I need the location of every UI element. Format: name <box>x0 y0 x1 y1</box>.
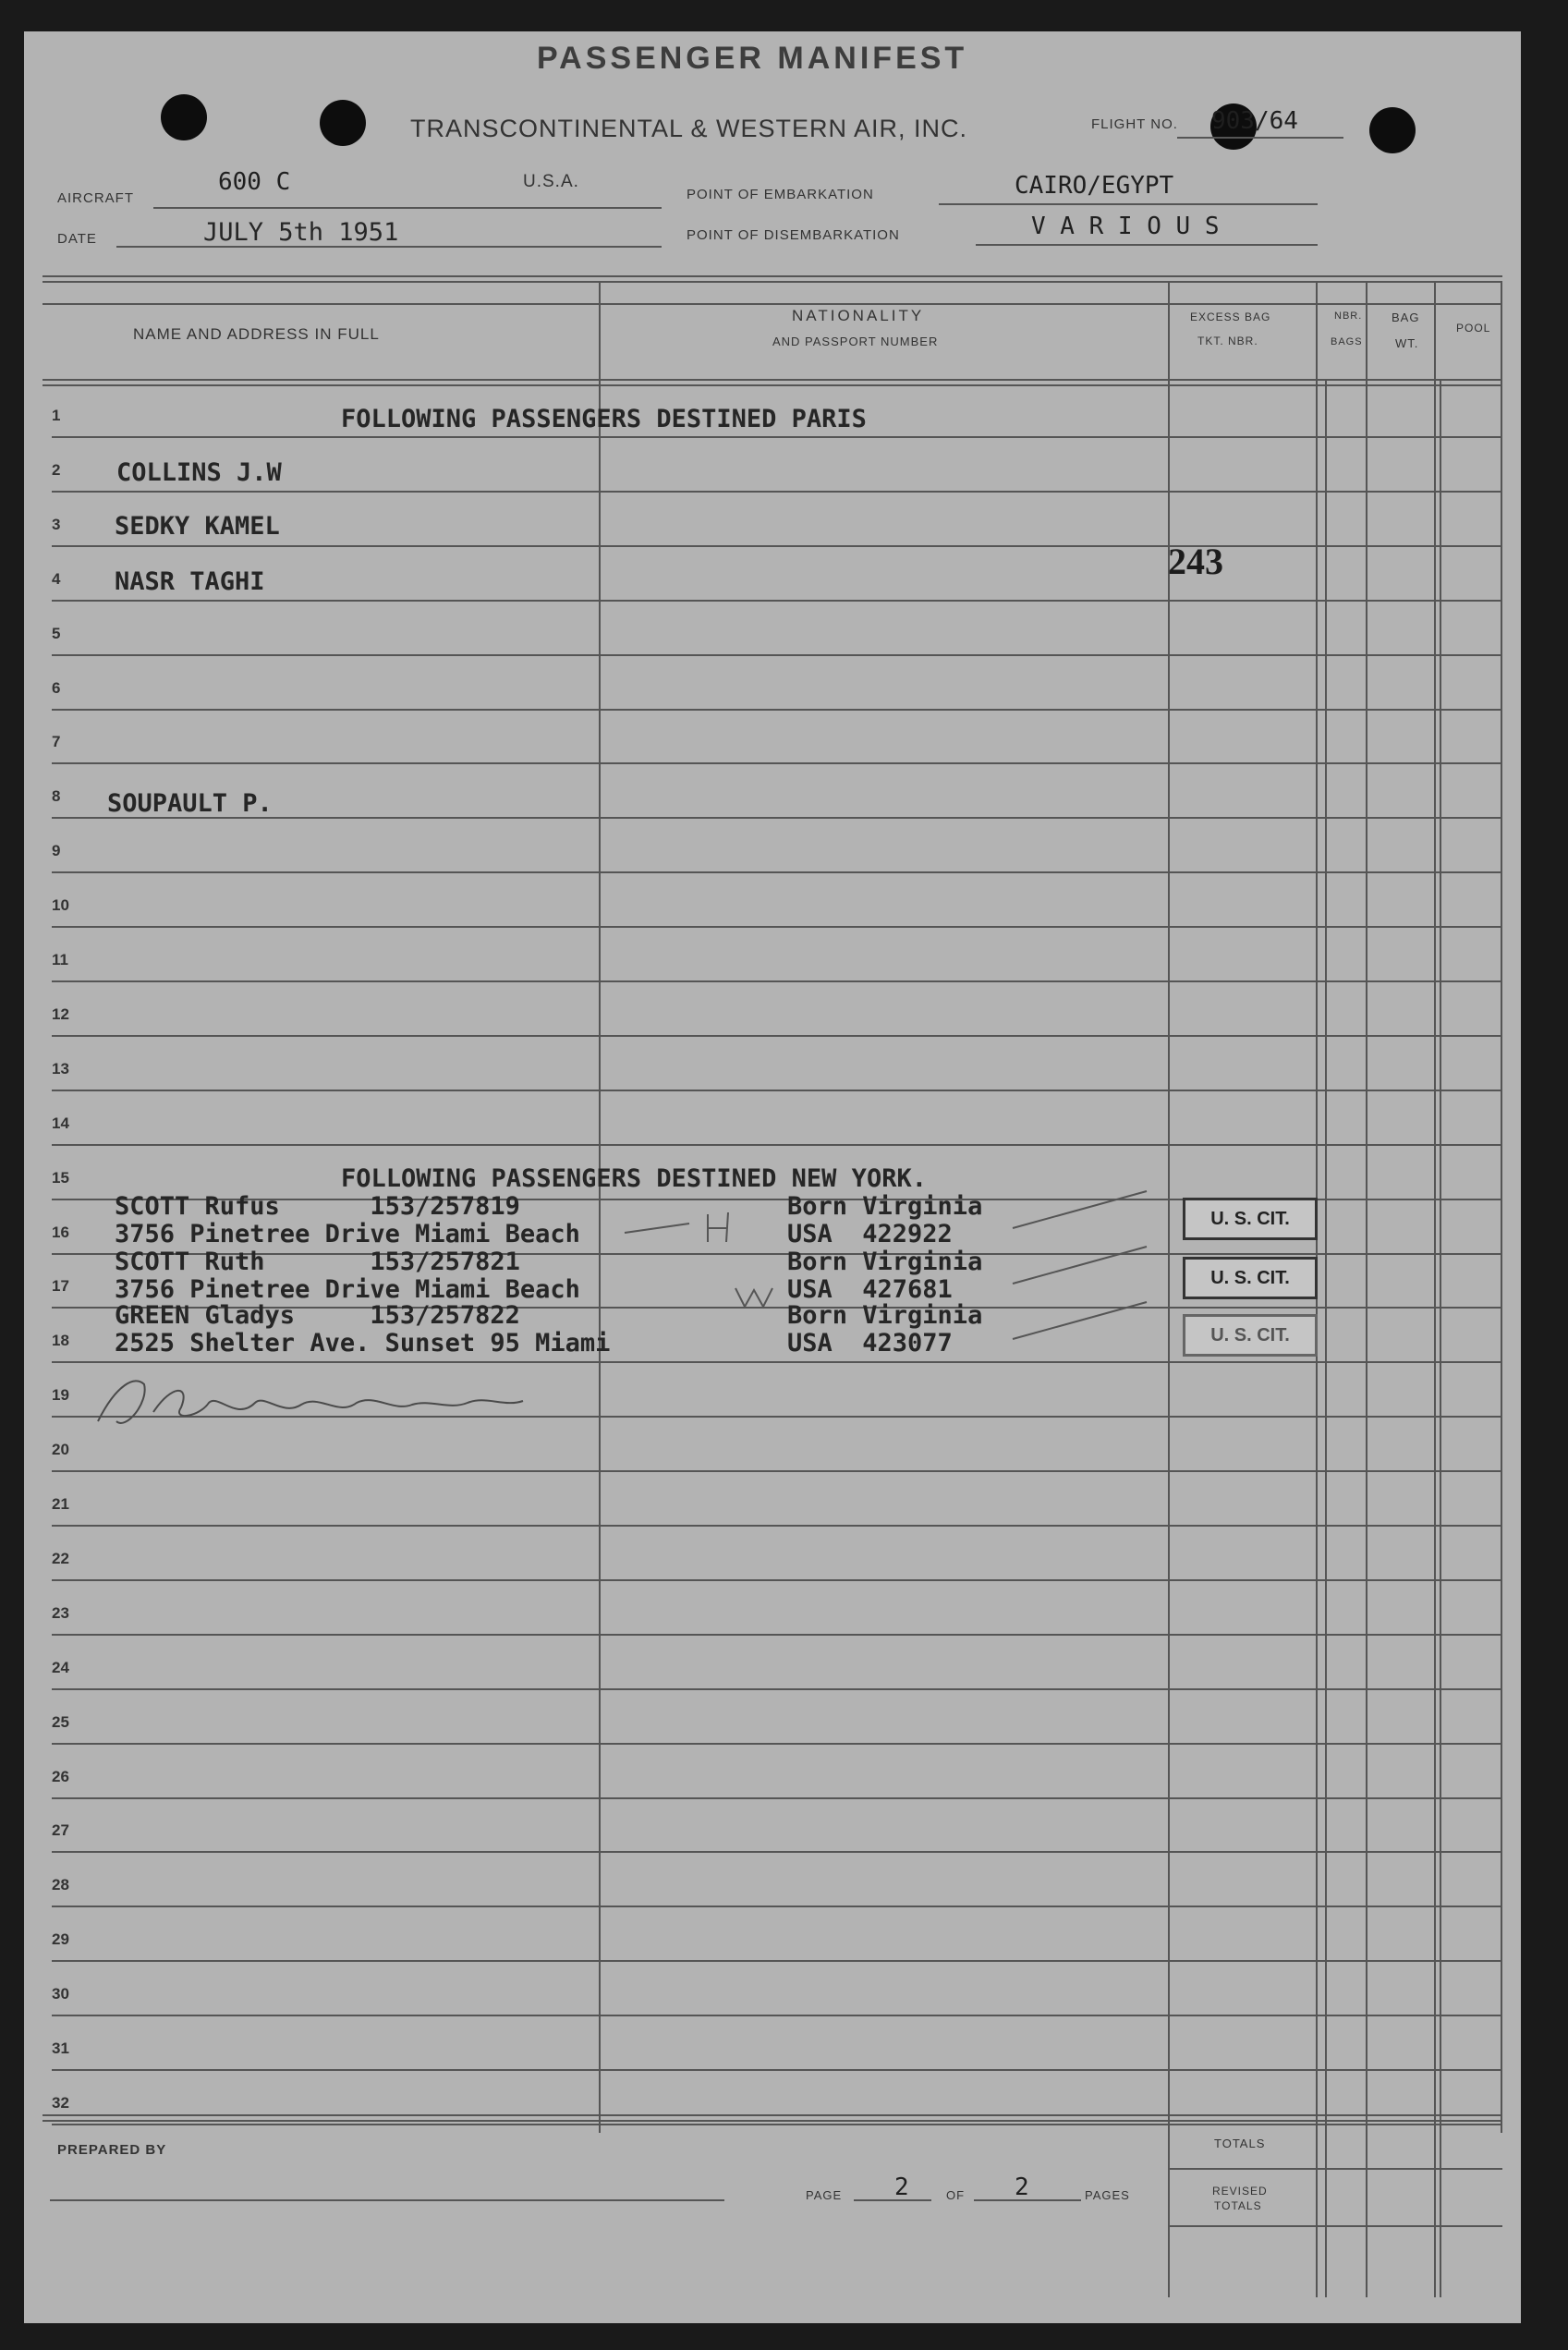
row-rule <box>52 871 1501 873</box>
row-number: 16 <box>52 1224 69 1241</box>
col-bag-header: BAG <box>1392 310 1420 324</box>
row-rule <box>52 1525 1501 1527</box>
disembarkation-label: POINT OF DISEMBARKATION <box>687 227 900 243</box>
row-number: 5 <box>52 625 61 642</box>
company-name: TRANSCONTINENTAL & WESTERN AIR, INC. <box>410 115 968 142</box>
punch-hole <box>161 94 207 140</box>
check-marks <box>615 1187 1188 1390</box>
row-rule <box>52 1144 1501 1146</box>
row-rule <box>52 1797 1501 1799</box>
row-rule <box>52 654 1501 656</box>
row-number: 31 <box>52 2040 69 2057</box>
row-rule <box>52 1579 1501 1581</box>
us-citizen-stamp: U. S. CIT. <box>1183 1198 1318 1240</box>
passenger-passport: USA 422922 <box>787 1220 953 1248</box>
row-rule <box>52 1743 1501 1745</box>
row-rule <box>52 600 1501 602</box>
pages-label: PAGES <box>1085 2188 1130 2202</box>
row-number: 14 <box>52 1114 69 1132</box>
of-label: OF <box>946 2188 966 2202</box>
page-number: 2 <box>894 2173 909 2201</box>
row-number: 23 <box>52 1604 69 1622</box>
embarkation-value: CAIRO/EGYPT <box>1015 172 1174 200</box>
row-number: 29 <box>52 1930 69 1948</box>
col-tkt-nbr-header: TKT. NBR. <box>1197 335 1258 347</box>
row-number: 8 <box>52 787 61 805</box>
col-nationality-header: NATIONALITY <box>792 307 925 324</box>
passenger-nationality: Born Virginia <box>787 1248 983 1276</box>
row-number: 2 <box>52 461 61 479</box>
passenger-address: 2525 Shelter Ave. Sunset 95 Miami <box>115 1329 611 1358</box>
country-label: U.S.A. <box>523 172 579 191</box>
date-value: JULY 5th 1951 <box>203 218 399 247</box>
row-rule <box>52 1960 1501 1962</box>
row-number: 24 <box>52 1659 69 1676</box>
passenger-nationality: Born Virginia <box>787 1192 983 1221</box>
row-number: 32 <box>52 2094 69 2112</box>
row-number: 21 <box>52 1495 69 1513</box>
row-number: 17 <box>52 1277 69 1295</box>
passenger-passport: USA 427681 <box>787 1275 953 1304</box>
form-title: PASSENGER MANIFEST <box>537 41 968 76</box>
row-number: 12 <box>52 1005 69 1023</box>
row-number: 28 <box>52 1876 69 1893</box>
signature <box>79 1366 597 1440</box>
col-pool-header: POOL <box>1456 322 1491 335</box>
passenger-name-ticket: SCOTT Rufus 153/257819 <box>115 1192 520 1221</box>
row-rule <box>52 2015 1501 2016</box>
row-number: 13 <box>52 1060 69 1078</box>
row-rule <box>52 545 1501 547</box>
passenger-address: 3756 Pinetree Drive Miami Beach <box>115 1220 580 1248</box>
us-citizen-stamp: U. S. CIT. <box>1183 1257 1318 1299</box>
row-rule <box>52 1090 1501 1091</box>
punch-hole <box>1369 107 1416 153</box>
row-rule <box>52 1470 1501 1472</box>
row-rule <box>52 491 1501 493</box>
section-heading-paris: FOLLOWING PASSENGERS DESTINED PARIS <box>341 405 867 433</box>
us-citizen-stamp: U. S. CIT. <box>1183 1314 1318 1357</box>
row-number: 11 <box>52 951 68 968</box>
col-passport-header: AND PASSPORT NUMBER <box>772 335 939 348</box>
row-rule <box>52 926 1501 928</box>
page-label: PAGE <box>806 2188 843 2202</box>
row-rule <box>52 1634 1501 1636</box>
passenger-name: SEDKY KAMEL <box>115 512 280 541</box>
aircraft-value: 600 C <box>218 168 291 196</box>
row-number: 22 <box>52 1550 69 1567</box>
row-rule <box>52 762 1501 764</box>
col-nbr-header: NBR. <box>1334 310 1363 322</box>
row-number: 15 <box>52 1169 69 1187</box>
row-number: 1 <box>52 407 61 424</box>
passenger-nationality: Born Virginia <box>787 1301 983 1330</box>
row-rule <box>52 2069 1501 2071</box>
row-number: 3 <box>52 516 61 533</box>
row-number: 10 <box>52 896 69 914</box>
date-label: DATE <box>57 231 97 247</box>
row-number: 19 <box>52 1386 69 1404</box>
row-rule <box>52 1851 1501 1853</box>
flight-no-value: 903/64 <box>1211 107 1298 135</box>
row-rule <box>52 980 1501 982</box>
row-rule <box>52 709 1501 711</box>
revised-label: REVISED <box>1212 2185 1268 2198</box>
col-bags-header: BAGS <box>1331 336 1363 347</box>
row-number: 7 <box>52 733 61 750</box>
row-number: 26 <box>52 1768 69 1785</box>
totals-label: TOTALS <box>1214 2137 1266 2150</box>
row-rule <box>52 436 1501 438</box>
manifest-sheet <box>24 31 1521 2323</box>
row-number: 4 <box>52 570 61 588</box>
passenger-name-ticket: SCOTT Ruth 153/257821 <box>115 1248 520 1276</box>
passenger-address: 3756 Pinetree Drive Miami Beach <box>115 1275 580 1304</box>
aircraft-label: AIRCRAFT <box>57 190 134 206</box>
col-name-header: NAME AND ADDRESS IN FULL <box>133 325 380 343</box>
row-number: 18 <box>52 1332 69 1349</box>
row-number: 27 <box>52 1821 69 1839</box>
row-number: 25 <box>52 1713 69 1731</box>
row-rule <box>52 1688 1501 1690</box>
passenger-passport: USA 423077 <box>787 1329 953 1358</box>
row-number: 9 <box>52 842 61 859</box>
flight-no-label: FLIGHT NO. <box>1091 116 1178 132</box>
passenger-name: NASR TAGHI <box>115 567 265 596</box>
prepared-by-label: PREPARED BY <box>57 2142 167 2158</box>
revised-totals-label: TOTALS <box>1214 2199 1262 2212</box>
row-rule <box>52 2124 1501 2125</box>
punch-hole <box>320 100 366 146</box>
total-pages: 2 <box>1015 2173 1029 2201</box>
row-number: 6 <box>52 679 61 697</box>
col-excess-bag-header: EXCESS BAG <box>1190 310 1271 323</box>
passenger-name: SOUPAULT P. <box>107 789 273 818</box>
embarkation-label: POINT OF EMBARKATION <box>687 187 874 202</box>
passenger-name: COLLINS J.W <box>116 458 282 487</box>
disembarkation-value: V A R I O U S <box>1031 213 1220 240</box>
col-wt-header: WT. <box>1395 336 1419 350</box>
row-number: 20 <box>52 1441 69 1458</box>
row-rule <box>52 1035 1501 1037</box>
row-number: 30 <box>52 1985 69 2003</box>
excess-bag-ticket-number: 243 <box>1168 541 1223 582</box>
section-heading-new-york: FOLLOWING PASSENGERS DESTINED NEW YORK. <box>341 1164 927 1193</box>
row-rule <box>52 1906 1501 1907</box>
passenger-name-ticket: GREEN Gladys 153/257822 <box>115 1301 520 1330</box>
